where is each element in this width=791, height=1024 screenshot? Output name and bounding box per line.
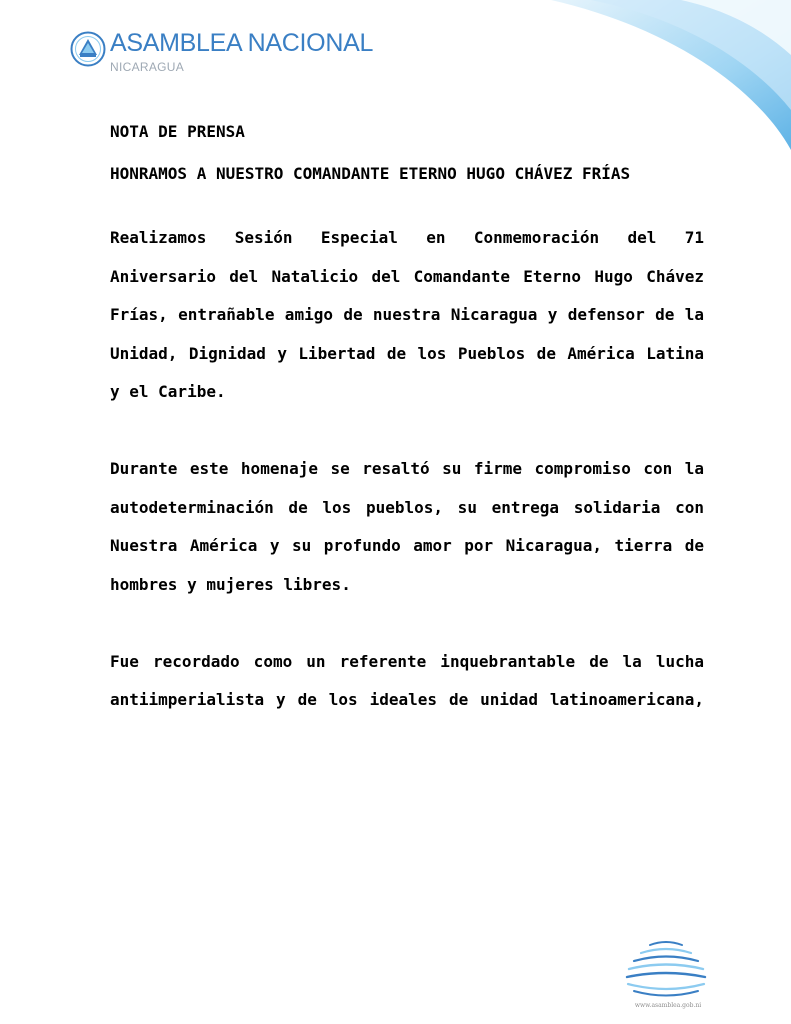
paragraph-1: Realizamos Sesión Especial en Conmemoración del 71 Aniversario del Natalicio del Comandante Eterno Hugo Chávez Frías, entrañable amigo de nuestra Nicaragua y defensor de la Unidad, Dignidad y Libertad de los Pueblos de América Latina y el Caribe.	[110, 228, 704, 401]
paragraph-2: Durante este homenaje se resaltó su firme compromiso con la autodeterminación de los pueblos, su entrega solidaria con Nuestra América y su profundo amor por Nicaragua, tierra de hombres y mujeres libres.	[110, 459, 704, 594]
nicaragua-seal-icon	[70, 31, 106, 67]
page-title: HONRAMOS A NUESTRO COMANDANTE ETERNO HUGO CHÁVEZ FRÍAS	[110, 164, 631, 183]
footer-url: www.asamblea.gob.ni	[634, 1002, 702, 1009]
letterhead	[70, 26, 490, 82]
assembly-hemicycle-icon	[624, 938, 708, 1000]
brand-country: NICARAGUA	[110, 60, 185, 74]
brand-name: ASAMBLEA NACIONAL	[110, 29, 374, 57]
press-release-body	[110, 119, 704, 720]
paragraph-3: Fue recordado como un referente inquebrantable de la lucha antiimperialista y de los ideales de unidad latinoamericana,	[110, 651, 704, 709]
document-label: NOTA DE PRENSA	[110, 122, 245, 141]
